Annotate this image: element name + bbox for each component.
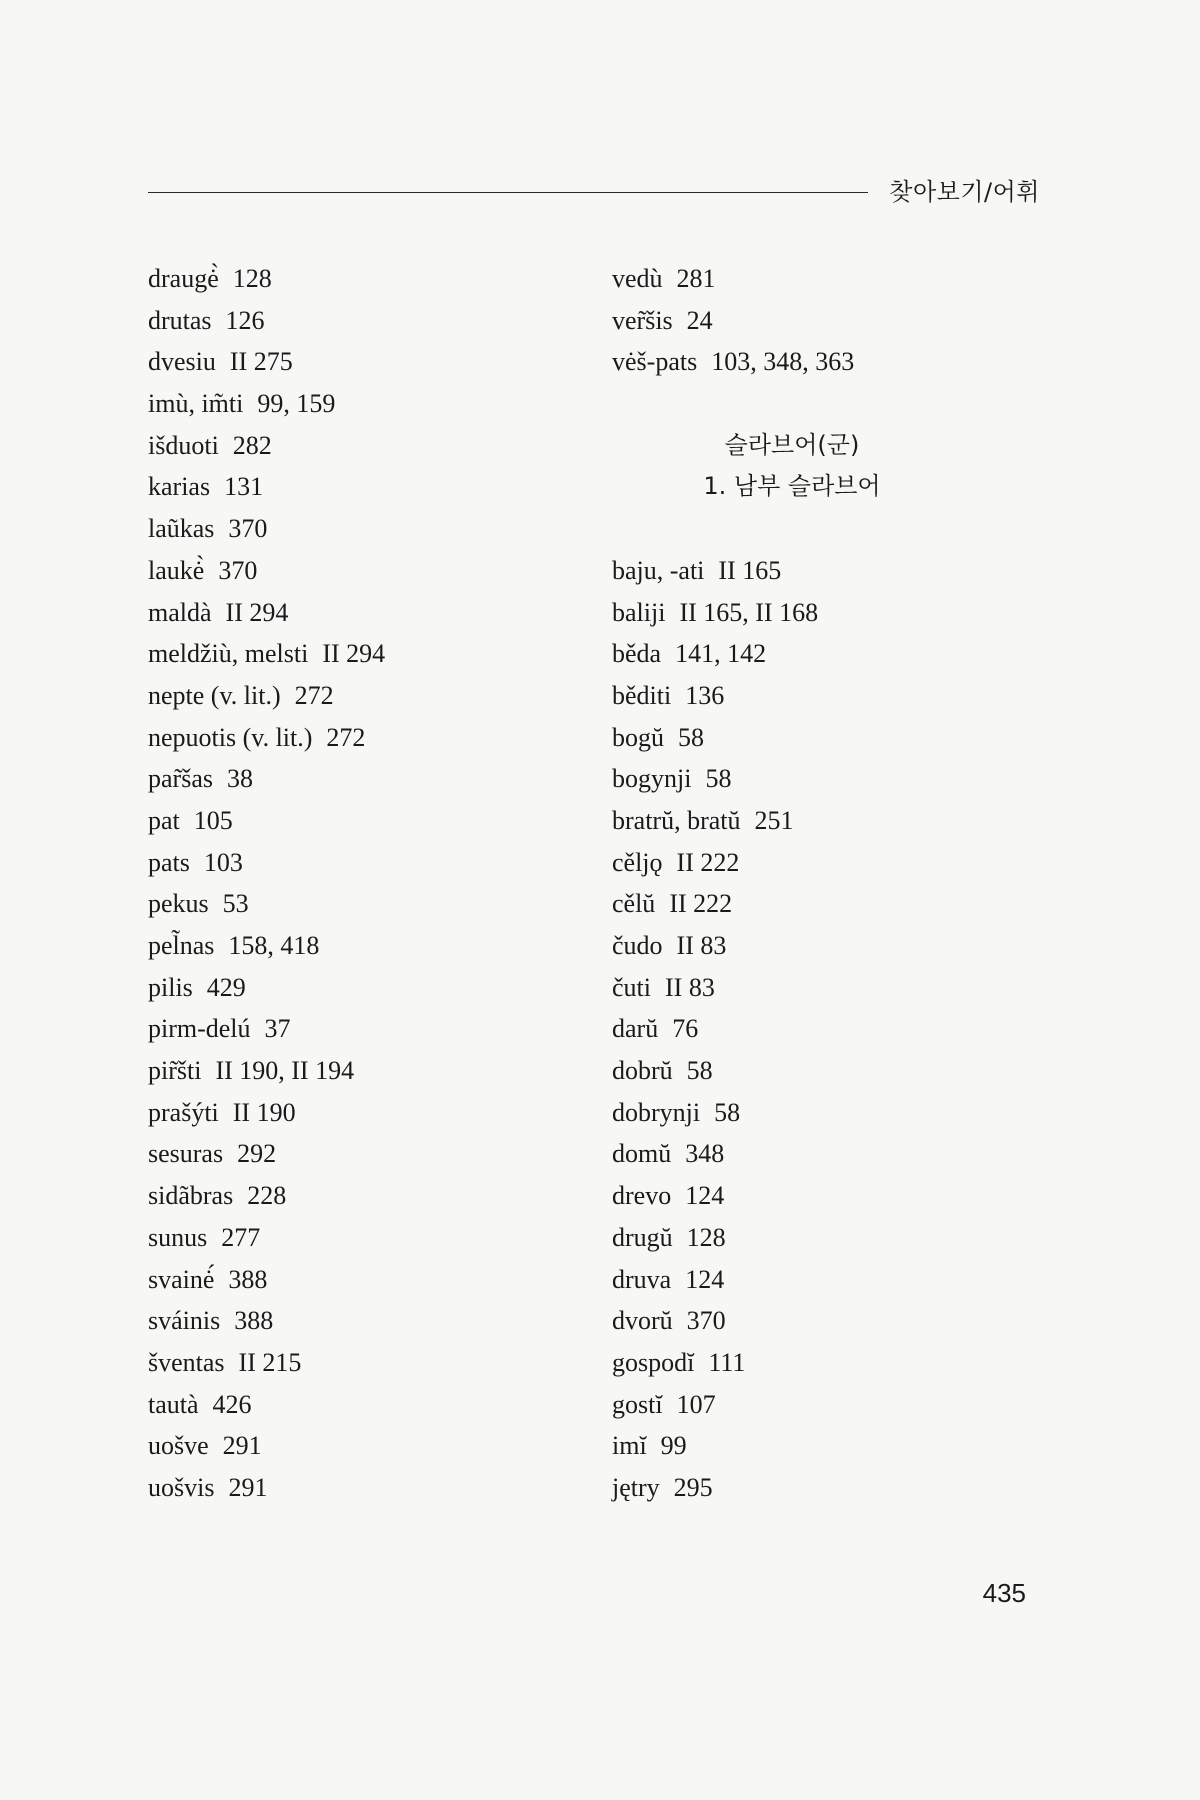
page-reference: 348 [685,1139,725,1169]
page-reference: 99, 159 [257,389,336,419]
page-reference: 58 [714,1097,741,1127]
page-reference: 295 [673,1472,713,1502]
page-reference: 370 [228,514,268,544]
page-reference: 124 [685,1181,725,1211]
index-entry [148,300,588,342]
index-term: gostĭ [612,1389,663,1419]
index-entry [612,925,1052,967]
right-column-top-entries [612,258,1052,383]
index-entry [148,1259,588,1301]
page-reference: II 275 [229,347,293,377]
index-entry [148,1425,588,1467]
page-reference: II 222 [669,889,733,919]
index-entry [148,1384,588,1426]
index-term: imù, im̃ti [148,389,244,419]
index-entry [612,1467,1052,1509]
section-subtitle: 1. 남부 슬라브어 [703,472,881,501]
index-term: běda [612,639,662,669]
index-term: ver̃šis [612,305,673,335]
index-term: sunus [148,1222,208,1252]
index-entry [612,1425,1052,1467]
index-entry [612,1133,1052,1175]
page-reference: 24 [686,305,713,335]
page-reference: II 222 [676,847,740,877]
index-entry [612,1384,1052,1426]
index-term: uošve [148,1431,209,1461]
index-term: baliji [612,597,666,627]
page-reference: 272 [294,680,334,710]
header-rule [148,192,868,193]
index-term: drugŭ [612,1222,673,1252]
index-term: gospodĭ [612,1347,695,1377]
page-reference: 131 [224,472,264,502]
page-reference: 136 [685,680,725,710]
index-entry [148,925,588,967]
index-entry [148,1300,588,1342]
section-spacer-top [612,383,1052,425]
page-reference: 291 [228,1472,268,1502]
index-entry [612,300,1052,342]
index-entry [148,1467,588,1509]
page-reference: 128 [232,264,272,293]
page-reference: 388 [234,1306,274,1336]
index-entry [612,550,1052,592]
index-term: draugė̀ [148,264,219,293]
index-term: sesuras [148,1139,224,1169]
index-entry [148,842,588,884]
index-entry [148,425,588,467]
index-entry [612,258,1052,300]
index-term: laukė̀ [148,555,205,585]
index-entry [612,842,1052,884]
section-spacer-bottom [612,508,1052,550]
page-reference: II 190, II 194 [215,1056,355,1086]
index-term: dvesiu [148,347,216,377]
page-reference: II 215 [238,1347,302,1377]
index-term: imĭ [612,1431,647,1461]
index-term: svainė́ [148,1264,215,1294]
page-reference: 128 [686,1222,726,1252]
page-reference: 58 [686,1056,713,1086]
index-term: karias [148,472,211,502]
page-reference: 124 [685,1264,725,1294]
index-entry [148,550,588,592]
index-term: vėš-pats [612,347,698,377]
index-term: dobrynji [612,1097,701,1127]
index-term: pats [148,847,190,877]
index-entry [612,1092,1052,1134]
index-term: uošvis [148,1472,215,1502]
page-reference: 282 [232,430,272,460]
page-reference: 426 [212,1389,252,1419]
index-entry [612,633,1052,675]
page-reference: 103 [203,847,243,877]
index-term: cělŭ [612,889,656,919]
page-reference: 38 [226,764,253,794]
index-term: vedù [612,264,663,293]
index-entry [148,1008,588,1050]
index-term: pir̃šti [148,1056,202,1086]
index-term: pirm-delú [148,1014,251,1044]
index-term: pel̃nas [148,931,215,960]
page-reference: 158, 418 [228,931,320,960]
index-entry [148,883,588,925]
page-reference: 370 [686,1306,726,1336]
index-term: nepte (v. lit.) [148,680,281,710]
index-term: běditi [612,680,672,710]
page-reference: 388 [228,1264,268,1294]
index-term: darŭ [612,1014,659,1044]
page-reference: II 83 [665,972,715,1002]
page-reference: 103, 348, 363 [711,347,855,377]
index-term: čudo [612,931,663,960]
index-term: sidãbras [148,1181,234,1211]
left-column [148,258,588,1509]
index-entry [612,675,1052,717]
index-entry [148,758,588,800]
page-reference: 272 [326,722,366,752]
page-reference: 277 [221,1222,261,1252]
right-column-bottom-entries [612,550,1052,1509]
index-entry [148,1175,588,1217]
index-term: domŭ [612,1139,672,1169]
page-reference: II 83 [676,931,727,960]
index-term: drevo [612,1181,672,1211]
page-reference: 58 [678,722,704,752]
page-header [148,172,1040,212]
page-reference: II 165 [718,555,782,585]
page-reference: II 165, II 168 [679,597,819,627]
index-term: laũkas [148,514,215,544]
index-entry [148,592,588,634]
index-term: prašýti [148,1097,219,1127]
page-reference: 53 [222,889,249,919]
index-term: meldžiù, melsti [148,639,309,669]
index-entry [612,800,1052,842]
page-reference: 37 [264,1014,291,1044]
index-term: maldà [148,597,212,627]
index-entry [148,1342,588,1384]
index-term: drutas [148,305,212,335]
section-title: 슬라브어(군) [724,430,860,459]
page-reference: II 190 [232,1097,296,1127]
page-reference: 111 [708,1347,746,1377]
index-entry [148,1133,588,1175]
index-term: pilis [148,972,193,1002]
page-reference: 141, 142 [675,639,767,669]
index-entry [612,1342,1052,1384]
index-term: tautà [148,1389,199,1419]
index-term: čuti [612,972,651,1002]
index-entry [612,1300,1052,1342]
page-reference: 58 [705,764,732,794]
index-entry [612,967,1052,1009]
index-term: išduoti [148,430,219,460]
index-entry [148,1092,588,1134]
page-reference: 291 [222,1431,262,1461]
page-reference: 281 [676,264,716,293]
page-reference: 105 [193,805,233,835]
right-column [612,258,1052,1509]
index-entry [148,675,588,717]
index-entry [148,383,588,425]
index-entry [148,633,588,675]
index-entry [148,258,588,300]
running-head: 찾아보기/어휘 [889,178,1040,206]
page-reference: 292 [237,1139,277,1169]
page-reference: 99 [660,1431,687,1461]
page-reference: 251 [754,805,794,835]
page-reference: II 294 [225,597,289,627]
index-term: pekus [148,889,209,919]
index-term: pat [148,805,180,835]
index-entry [148,967,588,1009]
index-entry [612,341,1052,383]
index-entry [612,1175,1052,1217]
index-term: nepuotis (v. lit.) [148,722,313,752]
index-entry [612,1050,1052,1092]
page-reference: 107 [676,1389,716,1419]
index-term: sváinis [148,1306,221,1336]
index-entry [148,1217,588,1259]
page-reference: 429 [206,972,246,1002]
page-reference: 76 [672,1014,699,1044]
index-term: cěljǫ [612,847,663,877]
index-term: druva [612,1264,672,1294]
index-entry [612,883,1052,925]
index-term: dvorŭ [612,1306,673,1336]
index-entry [148,800,588,842]
index-term: bogynji [612,764,692,794]
index-entry [148,466,588,508]
index-term: bogŭ [612,722,664,752]
index-entry [612,592,1052,634]
index-term: dobrŭ [612,1056,673,1086]
page-reference: 370 [218,555,258,585]
index-term: jętry [612,1472,660,1502]
page-number: 435 [982,1578,1026,1608]
index-entry [612,1259,1052,1301]
index-entry [148,717,588,759]
index-term: baju, -ati [612,555,705,585]
index-entry [148,508,588,550]
index-entry [612,758,1052,800]
index-term: par̃šas [148,764,213,794]
index-entry [148,341,588,383]
page-reference: 126 [225,305,265,335]
page-reference: 228 [247,1181,287,1211]
index-entry [148,1050,588,1092]
index-entry [612,717,1052,759]
index-term: bratrŭ, bratŭ [612,805,741,835]
page-reference: II 294 [322,639,386,669]
index-entry [612,1217,1052,1259]
index-term: šventas [148,1347,225,1377]
index-entry [612,1008,1052,1050]
